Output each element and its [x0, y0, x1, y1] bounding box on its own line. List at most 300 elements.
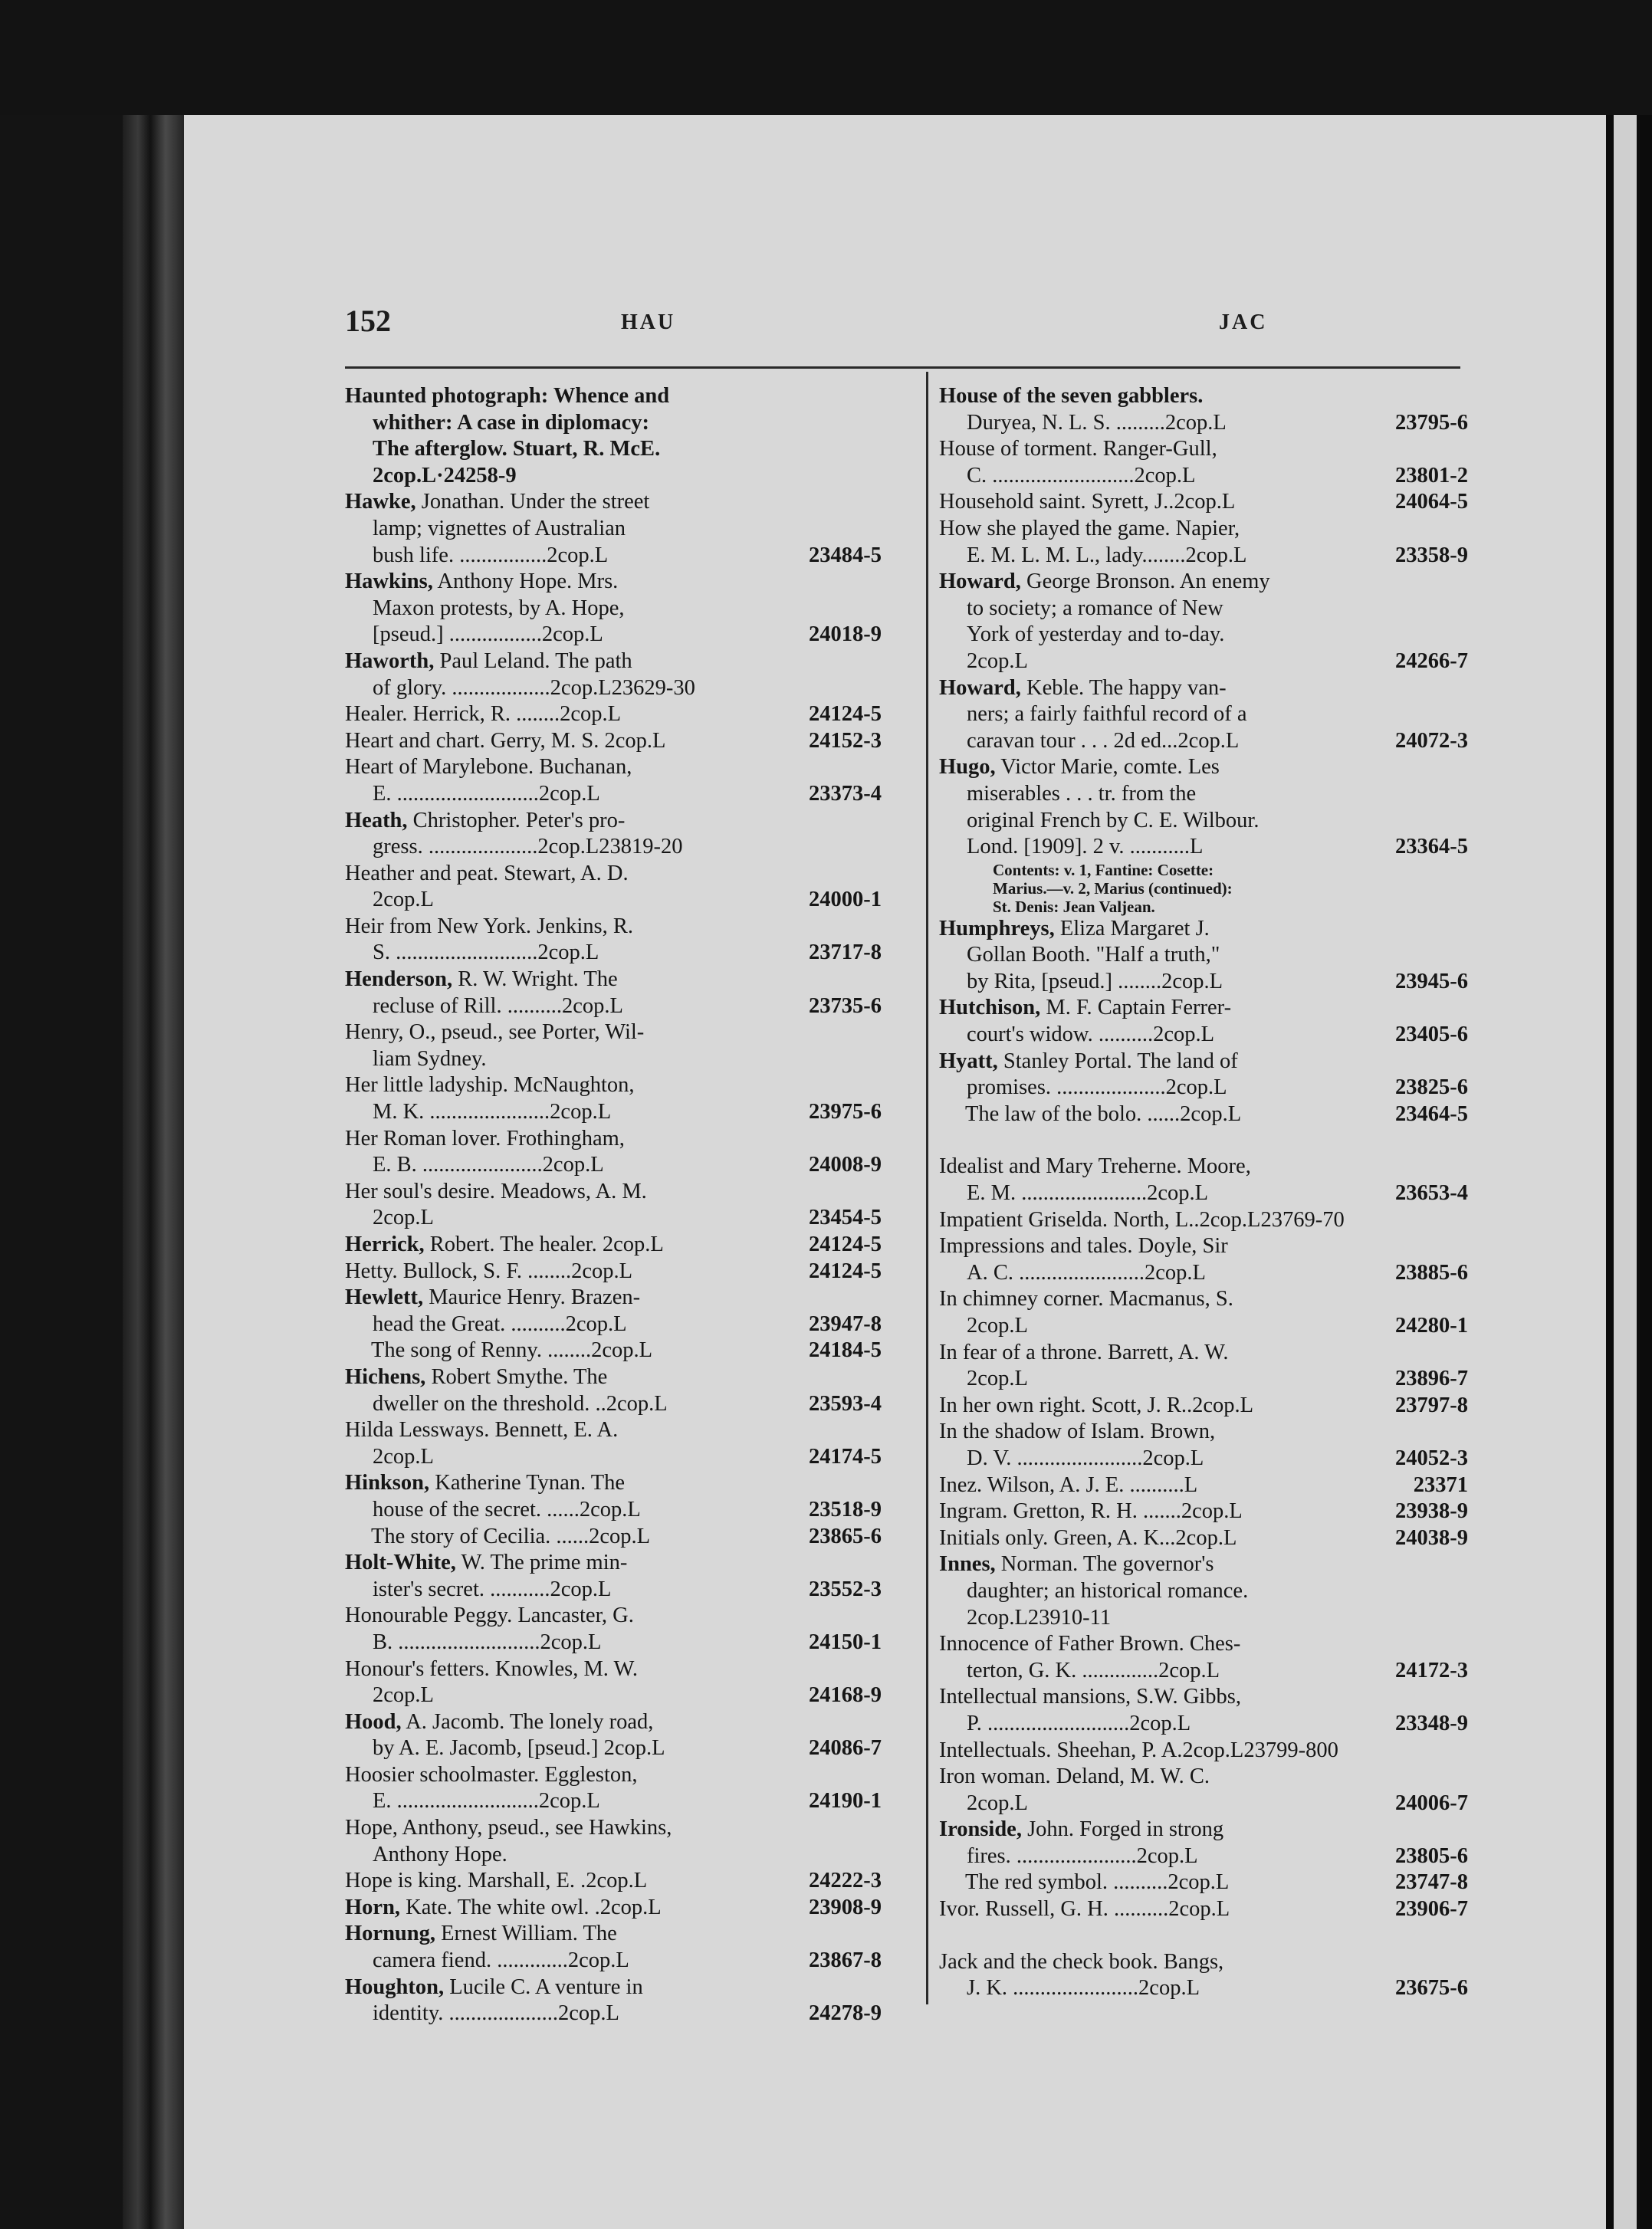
call-number: 23896-7 [1395, 1367, 1468, 1391]
entry-text: Iron woman. Deland, M. W. C. [939, 1764, 1210, 1789]
catalog-entry [939, 383, 1468, 436]
entry-line [939, 463, 1468, 490]
entry-text: George Bronson. An enemy [1026, 570, 1270, 594]
call-number: 23865-6 [809, 1524, 882, 1548]
entry-line [939, 1631, 1468, 1658]
call-number: 23975-6 [809, 1100, 882, 1124]
call-number: 24064-5 [1395, 490, 1468, 514]
entry-line [345, 1179, 897, 1206]
call-number: 24006-7 [1395, 1791, 1468, 1815]
entry-text: Heather and peat. Stewart, A. D. [345, 861, 629, 885]
call-number: 23484-5 [809, 543, 882, 567]
entry-heading: Humphreys, [939, 916, 1055, 941]
entry-line [345, 781, 897, 808]
entry-line [345, 410, 897, 437]
entry-text: 2cop.L·24258-9 [373, 463, 517, 487]
entry-line [345, 1311, 897, 1338]
entry-text: 2cop.L [373, 1444, 434, 1469]
entry-line [345, 1603, 897, 1630]
entry-line [345, 1895, 897, 1922]
entry-text: terton, G. K. ..............2cop.L [967, 1658, 1220, 1682]
entry-line [345, 1921, 897, 1948]
entry-text: Hope is king. Marshall, E. .2cop.L [345, 1869, 648, 1893]
entry-line [939, 1207, 1468, 1234]
entry-text: Norman. The governor's [1000, 1552, 1214, 1577]
page-header [345, 303, 1460, 364]
entry-line [939, 436, 1468, 463]
catalog-entry [345, 1762, 897, 1815]
entry-text: ners; a fairly faithful record of a [967, 702, 1247, 727]
entry-text: Robert. The healer. 2cop.L [429, 1233, 664, 1256]
scan-background-top [0, 0, 1652, 115]
catalog-entry [345, 1072, 897, 1125]
entry-text: dweller on the threshold. ..2cop.L [373, 1391, 668, 1416]
entry-line [939, 1817, 1468, 1843]
entry-line [939, 1049, 1468, 1075]
catalog-entry [345, 1921, 897, 1974]
catalog-entry [939, 1896, 1468, 1923]
entry-text: Lucile C. A venture in [449, 1975, 643, 1999]
call-number: 24072-3 [1395, 728, 1468, 753]
entry-heading: Hawkins, [345, 570, 433, 594]
call-number: 23653-4 [1395, 1181, 1468, 1206]
call-number: 24278-9 [809, 2001, 882, 2026]
entry-text: E. M. .......................2cop.L [967, 1181, 1209, 1206]
catalog-entry [939, 516, 1468, 569]
next-page-edge [1614, 115, 1637, 2229]
entry-text: Henry, O., pseud., see Porter, Wil- [345, 1020, 645, 1045]
call-number: 24190-1 [809, 1789, 882, 1814]
entry-heading: Heath, [345, 808, 408, 832]
entry-line [345, 489, 897, 516]
entry-line [345, 2001, 897, 2027]
entry-line [939, 754, 1468, 781]
catalog-entry [345, 728, 897, 755]
running-head-right: JAC [1219, 310, 1268, 334]
entry-text: The red symbol. ..........2cop.L [965, 1870, 1230, 1895]
call-number: 24168-9 [809, 1683, 882, 1708]
entry-text: 2cop.L [373, 1206, 434, 1230]
entry-line [345, 1735, 897, 1762]
entry-heading: Hutchison, [939, 996, 1041, 1020]
call-number: 23371 [1413, 1472, 1468, 1497]
contents-note: Marius.—v. 2, Marius (continued): [993, 878, 1233, 898]
call-number: 23348-9 [1395, 1711, 1468, 1735]
entry-line [345, 622, 897, 648]
entry-text: caravan tour . . . 2d ed...2cop.L [967, 728, 1240, 753]
entry-text: 2cop.L [373, 888, 434, 912]
call-number: 24018-9 [809, 622, 882, 647]
entry-line [345, 1099, 897, 1126]
entry-line [939, 1313, 1468, 1340]
entry-line [345, 1417, 897, 1444]
entry-line [939, 916, 1468, 943]
entry-text: lamp; vignettes of Australian [373, 516, 626, 540]
entry-text: Katherine Tynan. The [435, 1471, 626, 1495]
entry-line [345, 1497, 897, 1524]
entry-line [345, 808, 897, 835]
entry-line [345, 940, 897, 967]
entry-text: E. ..........................2cop.L [373, 781, 600, 806]
catalog-entry [939, 754, 1468, 860]
entry-text: 2cop.L [967, 648, 1028, 673]
entry-text: Inez. Wilson, A. J. E. ..........L [939, 1472, 1198, 1497]
entry-text: Intellectual mansions, S.W. Gibbs, [939, 1685, 1241, 1709]
entry-line [939, 1764, 1468, 1791]
entry-heading: Haworth, [345, 648, 435, 673]
call-number: 23797-8 [1395, 1393, 1468, 1417]
entry-text: Impatient Griselda. North, L..2cop.L23769-70 [939, 1207, 1345, 1232]
call-number: 23405-6 [1395, 1023, 1468, 1047]
entry-line [345, 728, 897, 755]
entry-line [345, 1205, 897, 1232]
entry-text: Hilda Lessways. Bennett, E. A. [345, 1418, 619, 1443]
call-number: 24052-3 [1395, 1446, 1468, 1470]
entry-text: Paul Leland. The path [439, 648, 632, 673]
entry-line [345, 1444, 897, 1471]
entry-line [939, 1949, 1468, 1976]
entry-line [939, 834, 1468, 861]
entry-line [939, 1472, 1468, 1499]
catalog-entry [939, 1419, 1468, 1472]
entry-line [345, 914, 897, 941]
catalog-entry [939, 1684, 1468, 1737]
entry-line [939, 1233, 1468, 1260]
entry-line [939, 1870, 1468, 1896]
entry-line [939, 1684, 1468, 1711]
entry-line [939, 1551, 1468, 1578]
entry-line [345, 648, 897, 675]
entry-line [939, 1286, 1468, 1313]
catalog-entry [939, 1817, 1468, 1896]
entry-line [345, 754, 897, 781]
entry-text: In her own right. Scott, J. R..2cop.L [939, 1393, 1254, 1417]
entry-line [345, 1232, 897, 1259]
entry-line [939, 1843, 1468, 1870]
section-gap [939, 1128, 1468, 1154]
entry-text: E. B. ......................2cop.L [373, 1153, 604, 1177]
entry-text: miserables . . . tr. from the [967, 781, 1197, 806]
catalog-entry [939, 489, 1468, 516]
call-number: 24280-1 [1395, 1314, 1468, 1338]
entry-heading: Herrick, [345, 1233, 425, 1256]
entry-text: Maurice Henry. Brazen- [429, 1285, 641, 1310]
entry-text: Hetty. Bullock, S. F. ........2cop.L [345, 1259, 633, 1283]
entry-text: fires. ......................2cop.L [967, 1843, 1198, 1868]
catalog-entry [345, 1232, 897, 1259]
entry-heading: Hyatt, [939, 1049, 998, 1073]
entry-text: C. ..........................2cop.L [967, 463, 1196, 487]
entry-line [939, 1896, 1468, 1923]
entry-line [939, 1578, 1468, 1605]
entry-text: camera fiend. .............2cop.L [373, 1948, 629, 1973]
catalog-entry [345, 701, 897, 728]
call-number: 24150-1 [809, 1630, 882, 1654]
entry-text: [pseud.] .................2cop.L [373, 622, 603, 647]
entry-line [345, 543, 897, 570]
catalog-entry [345, 1259, 897, 1285]
entry-text: Hope, Anthony, pseud., see Hawkins, [345, 1816, 672, 1840]
entry-line [939, 622, 1468, 648]
catalog-entry [345, 1815, 897, 1868]
column-divider [926, 372, 928, 2004]
catalog-entry [345, 754, 897, 807]
entry-line [345, 1391, 897, 1418]
call-number: 23747-8 [1395, 1870, 1468, 1895]
entry-line [939, 1658, 1468, 1685]
entry-line [939, 569, 1468, 596]
catalog-entry [939, 436, 1468, 489]
entry-text: John. Forged in strong [1027, 1817, 1224, 1842]
entry-text: The story of Cecilia. ......2cop.L [371, 1524, 651, 1548]
entry-text: Ingram. Gretton, R. H. .......2cop.L [939, 1499, 1243, 1524]
entry-text: In fear of a throne. Barrett, A. W. [939, 1340, 1229, 1364]
entry-text: D. V. .......................2cop.L [967, 1446, 1204, 1470]
entry-text: Ivor. Russell, G. H. ..........2cop.L [939, 1897, 1230, 1922]
entry-heading: Hewlett, [345, 1285, 424, 1310]
entry-text: head the Great. ..........2cop.L [373, 1311, 627, 1336]
catalog-entry [939, 1049, 1468, 1128]
entry-text: E. ..........................2cop.L [373, 1789, 600, 1814]
entry-text: Her soul's desire. Meadows, A. M. [345, 1179, 647, 1203]
entry-line [939, 1499, 1468, 1525]
entry-heading: Hugo, [939, 755, 996, 780]
call-number: 23717-8 [809, 941, 882, 965]
catalog-entry [939, 1949, 1468, 2002]
call-number: 23885-6 [1395, 1260, 1468, 1285]
entry-line [345, 1524, 897, 1551]
entry-text: House of the seven gabblers. [939, 384, 1204, 408]
entry-line [939, 543, 1468, 570]
call-number: 24124-5 [809, 1233, 882, 1256]
entry-text: house of the secret. ......2cop.L [373, 1497, 641, 1522]
call-number: 24152-3 [809, 728, 882, 753]
call-number: 23593-4 [809, 1391, 882, 1416]
entry-text: Eliza Margaret J. [1059, 916, 1210, 941]
entry-text: ister's secret. ...........2cop.L [373, 1577, 612, 1601]
entry-text: Haunted photograph: Whence and [345, 384, 670, 408]
entry-text: Anthony Hope. Mrs. [437, 570, 619, 594]
entry-text: The law of the bolo. ......2cop.L [965, 1101, 1242, 1126]
catalog-entry [345, 1975, 897, 2027]
call-number: 23735-6 [809, 993, 882, 1018]
entry-line [939, 1738, 1468, 1764]
call-number: 23938-9 [1395, 1499, 1468, 1524]
entry-text: A. C. .......................2cop.L [967, 1260, 1206, 1285]
entry-line [939, 1525, 1468, 1552]
entry-text: Initials only. Green, A. K...2cop.L [939, 1525, 1237, 1550]
entry-text: W. The prime min- [461, 1551, 628, 1575]
right-column [939, 383, 1468, 2002]
entry-text: House of torment. Ranger-Gull, [939, 437, 1217, 461]
header-rule [345, 366, 1460, 369]
entry-line [939, 781, 1468, 808]
entry-heading: Innes, [939, 1552, 996, 1577]
entry-line [345, 1868, 897, 1895]
catalog-entry [345, 1603, 897, 1656]
catalog-entry [939, 1154, 1468, 1206]
entry-line [345, 861, 897, 888]
entry-text: The song of Renny. ........2cop.L [371, 1338, 653, 1363]
call-number: 24266-7 [1395, 648, 1468, 673]
entry-text: York of yesterday and to-day. [967, 622, 1225, 647]
entry-text: identity. ....................2cop.L [373, 2001, 619, 2026]
entry-line [939, 596, 1468, 622]
entry-heading: Hood, [345, 1709, 402, 1734]
entry-line [939, 808, 1468, 835]
entry-text: 2cop.L [967, 1314, 1028, 1338]
entry-line [345, 1975, 897, 2001]
running-head-left: HAU [621, 310, 676, 334]
catalog-entry [345, 1417, 897, 1470]
entry-line [939, 1260, 1468, 1287]
call-number: 23945-6 [1395, 969, 1468, 993]
catalog-entry [939, 1286, 1468, 1339]
entry-line [345, 1046, 897, 1073]
call-number: 23552-3 [809, 1577, 882, 1601]
entry-heading: Hornung, [345, 1922, 435, 1946]
entry-text: Victor Marie, comte. Les [1000, 755, 1220, 780]
entry-text: by A. E. Jacomb, [pseud.] 2cop.L [373, 1736, 665, 1761]
entry-line [939, 1975, 1468, 2002]
catalog-entry [939, 1393, 1468, 1420]
entry-line [345, 596, 897, 622]
entry-text: Idealist and Mary Treherne. Moore, [939, 1154, 1251, 1179]
entry-heading: Hichens, [345, 1364, 426, 1389]
entry-line [939, 969, 1468, 996]
catalog-entry [345, 569, 897, 648]
call-number: 24038-9 [1395, 1525, 1468, 1550]
catalog-entry [939, 861, 1468, 916]
catalog-entry [939, 1340, 1468, 1393]
entry-line [345, 887, 897, 914]
entry-text: Hoosier schoolmaster. Eggleston, [345, 1762, 638, 1787]
entry-text: daughter; an historical romance. [967, 1578, 1249, 1603]
catalog-entry [345, 489, 897, 569]
catalog-entry [345, 808, 897, 861]
entry-text: 2cop.L [373, 1683, 434, 1708]
entry-text: Stanley Portal. The land of [1003, 1049, 1238, 1073]
entry-heading: Hawke, [345, 490, 416, 514]
entry-text: whither: A case in diplomacy: [373, 410, 649, 435]
entry-line [939, 1340, 1468, 1367]
entry-line [939, 1022, 1468, 1049]
catalog-entry [345, 1179, 897, 1232]
page-number: 152 [345, 304, 391, 338]
entry-heading: Howard, [939, 675, 1021, 700]
catalog-entry [939, 569, 1468, 675]
call-number: 23947-8 [809, 1311, 882, 1336]
call-number: 23364-5 [1395, 835, 1468, 859]
entry-line [345, 834, 897, 861]
call-number: 23518-9 [809, 1497, 882, 1522]
entry-text: liam Sydney. [373, 1046, 487, 1071]
entry-text: 2cop.L23910-11 [967, 1605, 1112, 1630]
catalog-entry [939, 1764, 1468, 1817]
entry-line [345, 701, 897, 728]
entry-text: Honour's fetters. Knowles, M. W. [345, 1656, 638, 1681]
entry-line [345, 1338, 897, 1364]
catalog-entry [939, 675, 1468, 755]
catalog-entry [345, 648, 897, 701]
section-gap [939, 1923, 1468, 1949]
catalog-entry [345, 1126, 897, 1179]
call-number: 24086-7 [809, 1736, 882, 1761]
call-number: 23464-5 [1395, 1101, 1468, 1126]
contents-note: Contents: v. 1, Fantine: Cosette: [993, 860, 1214, 879]
entry-line [939, 489, 1468, 516]
entry-text: Her Roman lover. Frothingham, [345, 1126, 625, 1151]
catalog-entry [345, 1285, 897, 1364]
entry-line [345, 1762, 897, 1789]
entry-text: court's widow. ..........2cop.L [967, 1023, 1215, 1047]
entry-text: Honourable Peggy. Lancaster, G. [345, 1604, 634, 1628]
left-column [345, 383, 897, 2027]
call-number: 23801-2 [1395, 463, 1468, 487]
entry-text: Heart of Marylebone. Buchanan, [345, 755, 632, 780]
entry-line [939, 410, 1468, 437]
entry-line [345, 1815, 897, 1842]
entry-text: Heir from New York. Jenkins, R. [345, 914, 634, 938]
catalog-entry [345, 1364, 897, 1417]
entry-heading: Howard, [939, 570, 1021, 594]
entry-text: Impressions and tales. Doyle, Sir [939, 1234, 1228, 1259]
entry-heading: Hinkson, [345, 1471, 430, 1495]
entry-line [939, 701, 1468, 728]
entry-heading: Horn, [345, 1895, 401, 1919]
entry-line [345, 1364, 897, 1391]
entry-line [345, 1630, 897, 1656]
catalog-entry [345, 383, 897, 489]
entry-line [345, 1126, 897, 1153]
catalog-entry [345, 1709, 897, 1762]
entry-text: 2cop.L [967, 1367, 1028, 1391]
catalog-entry [939, 916, 1468, 996]
entry-text: R. W. Wright. The [458, 967, 618, 992]
call-number: 24124-5 [809, 702, 882, 727]
entry-text: by Rita, [pseud.] ........2cop.L [967, 969, 1223, 993]
call-number: 23908-9 [809, 1895, 882, 1919]
entry-line [939, 1711, 1468, 1738]
entry-line [939, 648, 1468, 675]
catalog-entry [345, 1550, 897, 1603]
entry-text: Healer. Herrick, R. ........2cop.L [345, 702, 622, 727]
entry-line [939, 1154, 1468, 1180]
entry-text: Gollan Booth. "Half a truth," [967, 943, 1220, 967]
entry-text: to society; a romance of New [967, 596, 1223, 620]
call-number: 24172-3 [1395, 1658, 1468, 1682]
entry-line [345, 436, 897, 463]
entry-text: In chimney corner. Macmanus, S. [939, 1287, 1233, 1311]
catalog-entry [939, 1499, 1468, 1525]
call-number: 23373-4 [809, 781, 882, 806]
entry-text: S. ..........................2cop.L [373, 941, 599, 965]
entry-line [939, 1419, 1468, 1446]
catalog-entry [345, 1656, 897, 1709]
entry-text: Ernest William. The [441, 1922, 617, 1946]
entry-text: Duryea, N. L. S. .........2cop.L [967, 410, 1227, 435]
entry-text: bush life. ................2cop.L [373, 543, 609, 567]
entry-line [345, 1019, 897, 1046]
call-number: 24184-5 [809, 1338, 882, 1363]
entry-line [939, 383, 1468, 410]
catalog-entry [939, 1525, 1468, 1552]
call-number: 23825-6 [1395, 1075, 1468, 1100]
entry-text: gress. ....................2cop.L23819-20 [373, 835, 683, 859]
entry-text: B. ..........................2cop.L [373, 1630, 602, 1654]
entry-heading: Houghton, [345, 1975, 445, 1999]
catalog-entry [939, 1472, 1468, 1499]
